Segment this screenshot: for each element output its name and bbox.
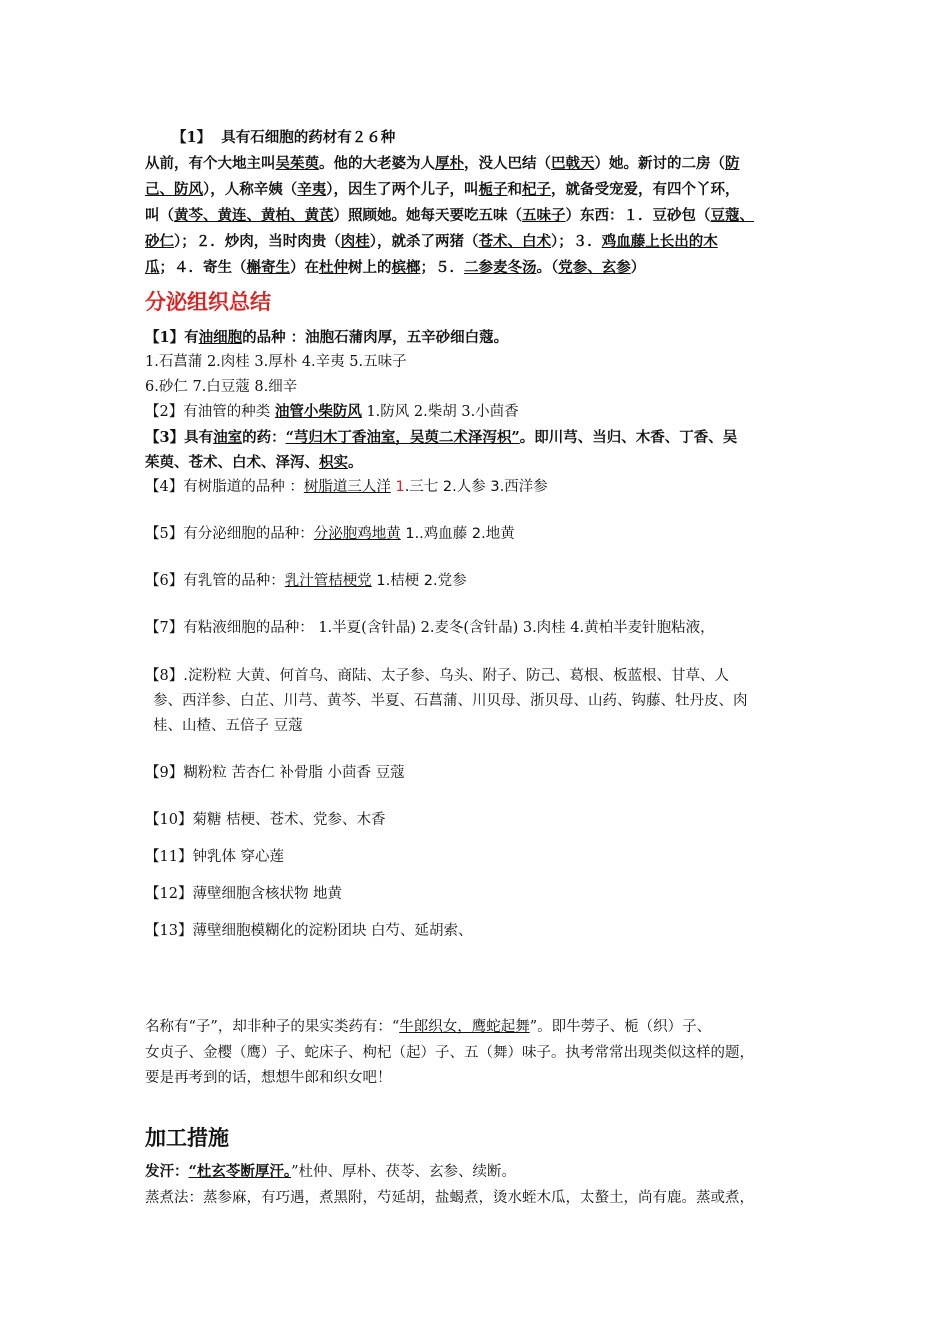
story-line bbox=[145, 232, 718, 252]
text-run: 瓜 bbox=[145, 259, 160, 276]
text-run: 五味子 bbox=[522, 207, 566, 224]
item-starch-grains-cont: 参、西洋参、白芷、川芎、黄芩、半夏、石菖蒲、川贝母、浙贝母、山药、钩藤、牡丹皮、肉 bbox=[153, 693, 748, 709]
text-run: 叫（ bbox=[145, 207, 174, 224]
text-run: 油室 bbox=[213, 429, 243, 446]
text-run: 吴茱萸 bbox=[275, 155, 319, 172]
text-run: ”。即牛蒡子、栀（织）子、 bbox=[529, 1019, 712, 1035]
text-run: 防 bbox=[725, 155, 740, 172]
item-starch-mass: 【13】薄壁细胞模糊化的淀粉团块 白芍、延胡索、 bbox=[145, 923, 473, 939]
text-run: 栀子 bbox=[478, 181, 508, 198]
text-run: 【1】有 bbox=[145, 329, 199, 346]
text-run: .三七 2.人参 3.西洋参 bbox=[404, 479, 548, 495]
text-run: 1.桔梗 2.党参 bbox=[371, 573, 467, 589]
text-run: ），因生了两个儿子，叫 bbox=[326, 181, 479, 198]
item-cystolith: 【11】钟乳体 穿心莲 bbox=[145, 849, 285, 865]
text-run: 茱萸、苍术、白术、泽泻、 bbox=[145, 454, 319, 471]
text-run: 。即川芎、当归、木香、丁香、吴 bbox=[519, 429, 738, 446]
text-run: 槟榔 bbox=[391, 259, 421, 276]
text-run: ，就备受宠爱，有四个丫环， bbox=[551, 181, 740, 198]
text-run: 鸡血藤上长出的木 bbox=[601, 233, 718, 250]
text-run: 的品种 ：油胞石蒲肉厚，五辛砂细白蔻。 bbox=[242, 329, 509, 346]
story-line bbox=[145, 154, 740, 174]
story-line bbox=[145, 180, 740, 200]
item-inulin: 【10】菊糖 桔梗、苍术、党参、木香 bbox=[145, 812, 386, 828]
text-run: 厚朴 bbox=[435, 155, 464, 172]
text-run: 1 bbox=[390, 479, 405, 495]
fruit-paragraph-line: 要是再考到的话，想想牛郎和织女吧！ bbox=[145, 1070, 392, 1086]
text-run: 杞子 bbox=[522, 181, 551, 198]
text-run: 和 bbox=[507, 181, 522, 198]
text-run: 。 bbox=[348, 454, 363, 471]
text-run: 发汗： bbox=[145, 1163, 189, 1180]
item-resin-ducts bbox=[145, 477, 548, 497]
text-run: 枳实 bbox=[319, 454, 348, 471]
item-latex-ducts bbox=[145, 571, 467, 591]
text-run: 从前，有个大地主叫 bbox=[145, 155, 276, 172]
text-run: 槲寄生 bbox=[246, 259, 290, 276]
processing-steaming: 蒸煮法：蒸参麻，有巧遇，煮黑附，芍延胡，盐蝎煮，烫水蛭木瓜，太螯土，尚有鹿。蒸或煮， bbox=[145, 1190, 754, 1206]
text-run: 。他的大老婆为人 bbox=[319, 155, 435, 172]
text-run: 1.防风 2.柴胡 3.小茴香 bbox=[361, 404, 519, 420]
item-aleurone: 【9】糊粉粒 苦杏仁 补骨脂 小茴香 豆蔻 bbox=[145, 765, 405, 781]
text-run: 牛郎织女，鹰蛇起舞 bbox=[399, 1019, 530, 1035]
text-run: 【2】有油管的种类 bbox=[145, 404, 275, 420]
text-run: 二参麦冬汤 bbox=[464, 259, 537, 276]
item-oil-cavities bbox=[145, 428, 737, 448]
text-run: 【1】 bbox=[172, 129, 212, 146]
item-secretory-cells bbox=[145, 524, 515, 544]
fruit-paragraph-line bbox=[145, 1017, 711, 1037]
text-run: ；５． bbox=[420, 259, 464, 276]
item-oil-cavities-cont bbox=[145, 453, 363, 473]
item-oil-cells bbox=[145, 328, 508, 348]
text-run: 乳汁管桔梗党 bbox=[284, 573, 372, 589]
text-run: 【5】有分泌细胞的品种： bbox=[145, 526, 314, 542]
text-run: 苍术、白术 bbox=[478, 233, 551, 250]
text-run: ”杜仲、厚朴、茯苓、玄参、续断。 bbox=[291, 1164, 517, 1180]
text-run: 巴戟天 bbox=[551, 155, 595, 172]
text-run: 己、防风 bbox=[145, 181, 203, 198]
text-run: ） bbox=[630, 259, 646, 276]
text-run: ），就杀了两猪（ bbox=[369, 233, 479, 250]
item-mucilage-cells: 【7】有粘液细胞的品种： 1.半夏(含针晶) 2.麦冬(含针晶) 3.肉桂 4.黄柏半麦针胞粘液， bbox=[145, 620, 715, 636]
text-run: ，没人巴结（ bbox=[464, 155, 551, 172]
story-line bbox=[145, 206, 754, 226]
item-nucleus-like: 【12】薄壁细胞含核状物 地黄 bbox=[145, 886, 343, 902]
text-run: ），人称辛姨（ bbox=[203, 181, 298, 198]
text-run: 树上的 bbox=[348, 259, 392, 276]
item-oil-cells-list: 6.砂仁 7.白豆蔻 8.细辛 bbox=[145, 379, 298, 395]
text-run: ）她。新讨的二房（ bbox=[594, 155, 725, 172]
text-run: 杜仲 bbox=[319, 259, 348, 276]
text-run: ）；３． bbox=[551, 233, 602, 250]
text-run: 油管小柴防风 bbox=[274, 403, 362, 420]
processing-sweating bbox=[145, 1162, 516, 1182]
text-run: ）；２．炒肉，当时肉贵（ bbox=[174, 233, 341, 250]
text-run: 党参、玄参 bbox=[558, 259, 631, 276]
item-oil-cells-list: 1.石菖蒲 2.肉桂 3.厚朴 4.辛夷 5.五味子 bbox=[145, 354, 407, 370]
item-starch-grains-cont: 桂、山楂、五倍子 豆蔻 bbox=[153, 718, 303, 734]
text-run: “芎归木丁香油室，吴萸二术泽泻枳” bbox=[285, 429, 520, 446]
text-run: 【3】具有 bbox=[145, 429, 214, 446]
text-run: 豆蔻、 bbox=[710, 207, 754, 224]
text-run: ）在 bbox=[290, 259, 319, 276]
text-run: 树脂道三人洋 bbox=[303, 479, 391, 495]
text-run: 1..鸡血藤 2.地黄 bbox=[400, 526, 515, 542]
text-run: 黄芩、黄连、黄柏、黄芪 bbox=[174, 207, 334, 224]
fruit-paragraph-line: 女贞子、金樱（鹰）子、蛇床子、枸杞（起）子、五（舞）味子。执考常常出现类似这样的题， bbox=[145, 1045, 754, 1061]
heading-processing: 加工措施 bbox=[145, 1126, 229, 1150]
section-stone-cells-title bbox=[172, 128, 395, 148]
item-starch-grains: 【8】.淀粉粒 大黄、何首乌、商陆、太子参、乌头、附子、防己、葛根、板蓝根、甘草、人 bbox=[145, 668, 729, 684]
text-run: 分泌胞鸡地黄 bbox=[313, 526, 401, 542]
text-run: 的药： bbox=[242, 429, 286, 446]
text-run: 具有石细胞的药材有２６种 bbox=[221, 129, 396, 146]
text-run: ；４．寄生（ bbox=[159, 259, 247, 276]
text-run: “杜玄苓断厚汗。 bbox=[188, 1163, 292, 1180]
story-line bbox=[145, 258, 645, 278]
text-run: 【4】有树脂道的品种 ： bbox=[145, 479, 304, 495]
text-run: ）东西：１．豆砂包（ bbox=[565, 207, 711, 224]
text-run: 【6】有乳管的品种： bbox=[145, 573, 285, 589]
heading-secretory-tissue: 分泌组织总结 bbox=[145, 290, 271, 314]
text-run: 肉桂 bbox=[340, 233, 370, 250]
item-oil-ducts bbox=[145, 402, 519, 422]
text-run: 名称有“子”，却非种子的果实类药有：“ bbox=[145, 1019, 400, 1035]
text-run: 砂仁 bbox=[145, 233, 174, 250]
text-run: 。（ bbox=[536, 259, 559, 276]
text-run: ）照顾她。她每天要吃五味（ bbox=[333, 207, 522, 224]
text-run: 油细胞 bbox=[198, 329, 243, 346]
text-run: 辛夷 bbox=[297, 181, 327, 198]
